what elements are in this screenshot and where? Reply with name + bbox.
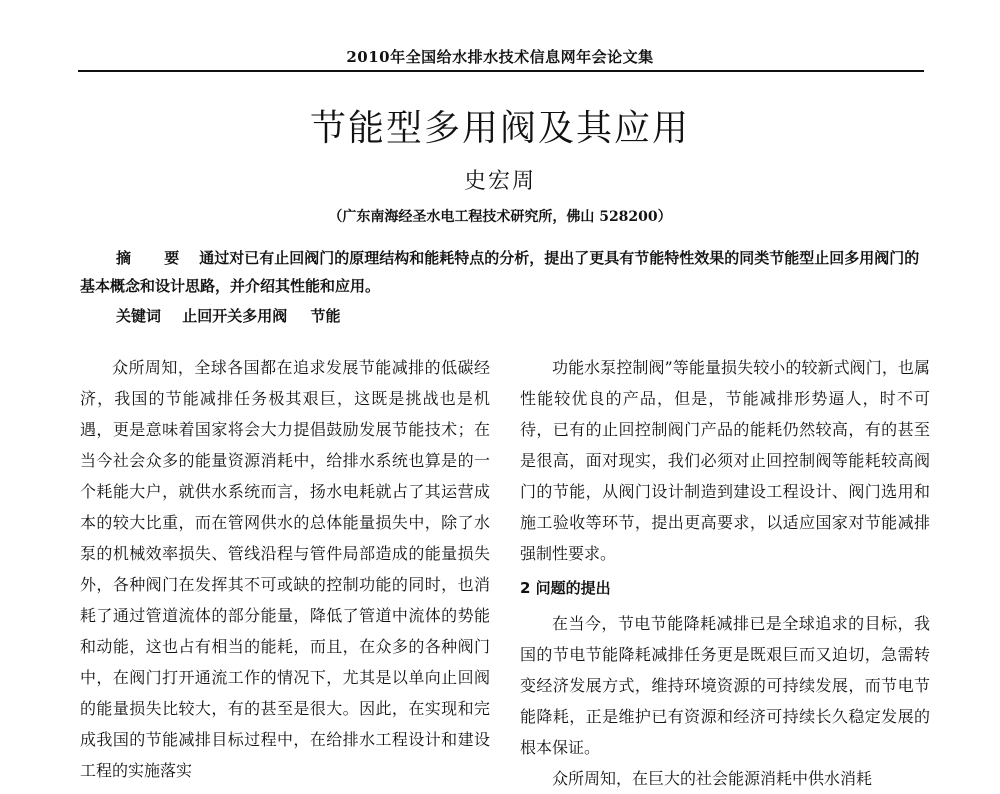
keywords	[80, 302, 926, 330]
body-paragraph: 众所周知，全球各国都在追求发展节能减排的低碳经济，我国的节能减排任务极其艰巨，这既是挑战也是机遇，更是意味着国家将会大力提倡鼓励发展节能技术；在当今社会众多的能量资源消耗中，给排水系统也算是的一个耗能大户，就供水系统而言，扬水电耗就占了其运营成本的较大比重，而在管网供水的总体能量损失中，除了水泵的机械效率损失、管线沿程与管件局部造成的能量损失外，各种阀门在发挥其不可或缺的控制功能的同时，也消耗了通过管道流体的部分能量，降低了管道中流体的势能和动能，这也占有相当的能耗，而且，在众多的各种阀门中，在阀门打开通流工作的情况下，尤其是以单向止回阀的能量损失比较大，有的甚至是很大。因此，在实现和完成我国的节能减排目标过程中，在给排水工程设计和建设工程的实施落实	[80, 358, 490, 780]
running-header: 2010年全国给水排水技术信息网年会论文集	[346, 48, 654, 66]
author-name: 史宏周	[463, 169, 536, 194]
abstract-text: 通过对已有止回阀门的原理结构和能耗特点的分析，提出了更具有节能特性效果的同类节能型止回多用阀门的基本概念和设计思路，并介绍其性能和应用。	[80, 249, 920, 295]
keywords-label: 关键词	[116, 307, 162, 325]
section-heading: 2 问题的提出	[520, 579, 611, 597]
author-affiliation: （广东南海经圣水电工程技术研究所，佛山 528200）	[328, 209, 672, 225]
body-column-left	[80, 352, 490, 780]
keyword-item: 止回开关多用阀	[182, 307, 288, 325]
body-paragraph: 在当今，节电节能降耗减排已是全球追求的目标，我国的节电节能降耗减排任务更是既艰巨而又迫切，急需转变经济发展方式，维持环境资源的可持续发展，而节电节能降耗，正是维护已有资源和经济可持续长久稳定发展的根本保证。	[520, 614, 930, 757]
abstract	[80, 244, 926, 300]
body-paragraph: 众所周知，在巨大的社会能源消耗中供水消耗	[552, 769, 873, 788]
keyword-item: 节能	[310, 307, 341, 325]
paper-title: 节能型多用阀及其应用	[309, 108, 690, 149]
body-column-right	[520, 352, 930, 788]
abstract-label: 摘 要	[116, 249, 194, 267]
header-rule	[78, 70, 924, 72]
body-paragraph: 功能水泵控制阀”等能量损失较小的较新式阀门，也属性能较优良的产品，但是，节能减排形势逼人，时不可待，已有的止回控制阀门产品的能耗仍然较高，有的甚至是很高，面对现实，我们必须对止回控制阀等能耗较高阀门的节能，从阀门设计制造到建设工程设计、阀门选用和施工验收等环节，提出更高要求，以适应国家对节能减排强制性要求。	[520, 358, 930, 563]
